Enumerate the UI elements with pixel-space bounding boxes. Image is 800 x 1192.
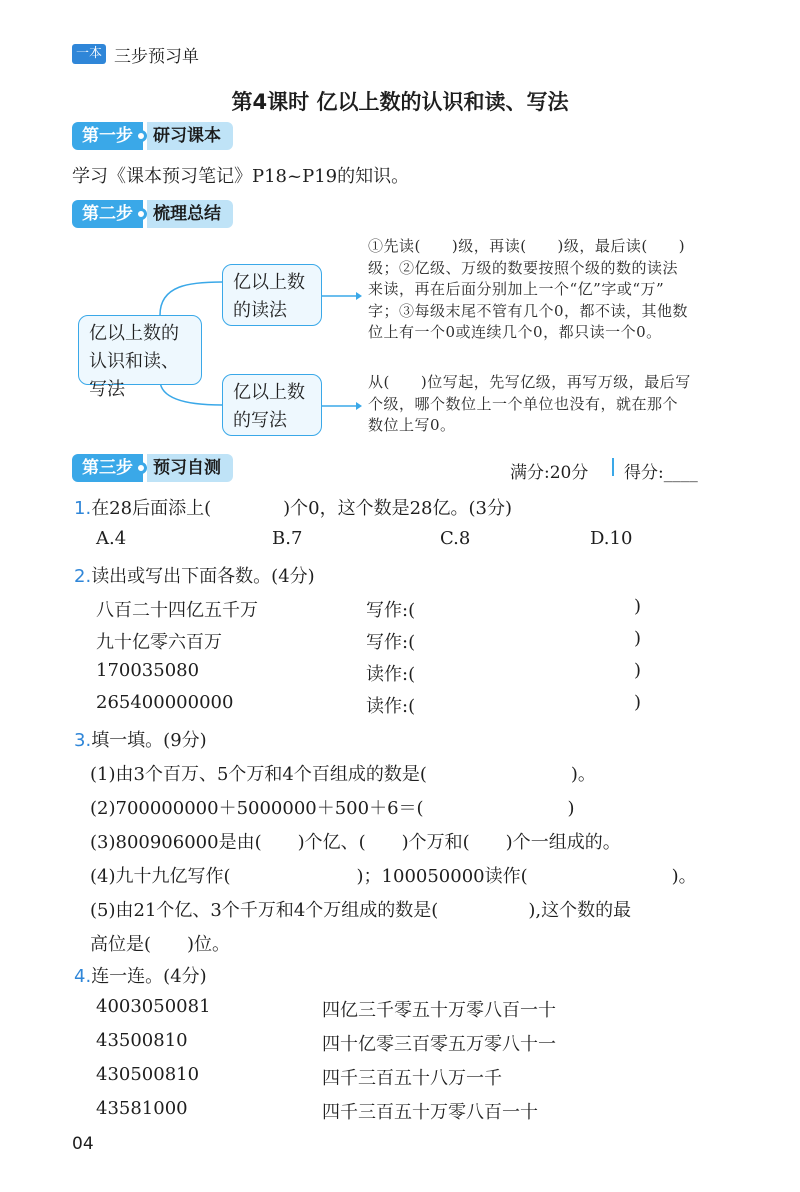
q3-line[interactable]: 高位是( )位。: [90, 934, 231, 955]
question-3: [74, 726, 207, 752]
q2-close-paren: ): [634, 628, 642, 649]
q4-left-item[interactable]: 430500810: [96, 1064, 200, 1085]
option-a[interactable]: A.4: [96, 528, 127, 549]
lesson-title: 第4课时 亿以上数的认识和读、写法: [231, 90, 569, 114]
q2-item: 八百二十四亿五千万: [96, 600, 258, 621]
score-divider: [612, 458, 614, 476]
series-title: 三步预习单: [114, 47, 199, 67]
step1-text: 学习《课本预习笔记》P18~P19的知识。: [72, 166, 410, 187]
q3-line[interactable]: (2)700000000＋5000000＋500＋6＝( ): [90, 798, 575, 819]
writing-rules-note: [368, 372, 728, 437]
q4-right-item[interactable]: 四十亿零三百零五万零八十一: [322, 1034, 556, 1055]
q3-line[interactable]: (4)九十九亿写作( )；100050000读作( )。: [90, 866, 697, 887]
option-c[interactable]: C.8: [440, 528, 471, 549]
note-line: 从( )位写起，先写亿级，再写万级，最后写: [368, 373, 691, 391]
note-line: 级；②亿级、万级的数要按照个级的数的读法: [368, 258, 679, 277]
q4-right-item[interactable]: 四千三百五十八万一千: [322, 1068, 502, 1089]
q2-item: 170035080: [96, 660, 200, 681]
step1-name: 研习课本: [147, 122, 233, 150]
reading-rules-note: [368, 236, 728, 344]
step-dot-icon: [135, 462, 147, 474]
question-number: 1.: [74, 498, 92, 519]
q4-right-item[interactable]: 四亿三千零五十万零八百一十: [322, 1000, 556, 1021]
option-d[interactable]: D.10: [590, 528, 633, 549]
q2-answer-label[interactable]: 读作:(: [366, 664, 416, 685]
step3-number: 第三步: [72, 454, 143, 482]
note-line: 数位上写0。: [368, 416, 456, 434]
step2-number: 第二步: [72, 200, 143, 228]
mind-map-root: 亿以上数的认识和读、写法: [78, 315, 202, 385]
step1-number: 第一步: [72, 122, 143, 150]
q2-answer-label[interactable]: 写作:(: [366, 600, 416, 621]
q2-item: 九十亿零六百万: [96, 632, 222, 653]
note-line: 个级，哪个数位上一个单位也没有，就在那个: [368, 394, 679, 413]
question-1: [74, 494, 512, 520]
option-b[interactable]: B.7: [272, 528, 303, 549]
question-number: 3.: [74, 730, 92, 751]
q3-line[interactable]: (1)由3个百万、5个万和4个百组成的数是( )。: [90, 764, 596, 785]
q2-answer-label[interactable]: 读作:(: [366, 696, 416, 717]
arrow-icon: [356, 292, 362, 300]
step3-name: 预习自测: [147, 454, 233, 482]
page-number: 04: [72, 1134, 94, 1154]
mind-map-branch-reading: 亿以上数的读法: [222, 264, 322, 326]
q2-item: 265400000000: [96, 692, 234, 713]
q2-close-paren: ): [634, 692, 642, 713]
q4-left-item[interactable]: 43581000: [96, 1098, 188, 1119]
brand-logo: 一本: [72, 44, 106, 64]
question-2: [74, 562, 315, 588]
question-4: [74, 962, 207, 988]
q2-answer-label[interactable]: 写作:(: [366, 632, 416, 653]
note-line: 字；③每级末尾不管有几个0，都不读，其他数: [368, 301, 689, 320]
q4-left-item[interactable]: 43500810: [96, 1030, 188, 1051]
question-number: 2.: [74, 566, 92, 587]
q2-close-paren: ): [634, 596, 642, 617]
q4-right-item[interactable]: 四千三百五十万零八百一十: [322, 1102, 538, 1123]
q3-line[interactable]: (5)由21个亿、3个千万和4个万组成的数是( ),这个数的最: [90, 900, 632, 921]
step3-banner: [72, 454, 233, 482]
question-number: 4.: [74, 966, 92, 987]
full-score: 满分:20分: [510, 463, 589, 483]
question-text: 连一连。(4分): [91, 966, 207, 987]
mind-map-branch-writing: 亿以上数的写法: [222, 374, 322, 436]
note-line: 位上有一个0或连续几个0，都只读一个0。: [368, 323, 662, 341]
question-text: 读出或写出下面各数。(4分): [91, 566, 315, 587]
arrow-icon: [356, 402, 362, 410]
note-line: ①先读( )级，再读( )级，最后读( ): [368, 237, 686, 255]
q3-line[interactable]: (3)800906000是由( )个亿、( )个万和( )个一组成的。: [90, 832, 621, 853]
note-line: 来读，再在后面分别加上一个“亿”字或“万”: [368, 280, 665, 298]
step2-name: 梳理总结: [147, 200, 233, 228]
connector-line: [160, 282, 222, 315]
question-text: 填一填。(9分): [91, 730, 207, 751]
score-field[interactable]: 得分:____: [624, 463, 698, 483]
q4-left-item[interactable]: 4003050081: [96, 996, 211, 1017]
question-text: 在28后面添上( )个0，这个数是28亿。(3分): [91, 498, 512, 519]
q2-close-paren: ): [634, 660, 642, 681]
